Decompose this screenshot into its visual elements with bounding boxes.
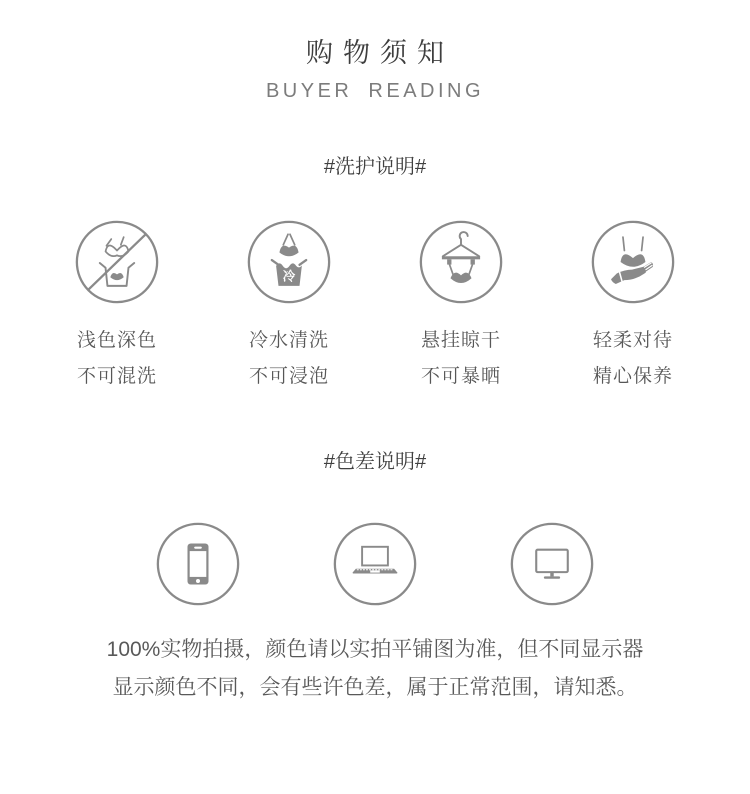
monitor-icon bbox=[509, 521, 595, 607]
caption-line: 精心保养 bbox=[592, 366, 673, 387]
wash-instructions-row bbox=[0, 219, 750, 395]
color-difference-note bbox=[0, 631, 750, 707]
wash-item-caption bbox=[593, 323, 673, 395]
phone-icon bbox=[155, 521, 241, 607]
caption-line: 悬挂晾干 bbox=[420, 330, 501, 351]
device-icons-row bbox=[0, 521, 750, 607]
cold-wash-icon bbox=[246, 219, 332, 305]
caption-line: 冷水清洗 bbox=[248, 330, 329, 351]
hang-dry-icon bbox=[418, 219, 504, 305]
wash-item-caption bbox=[77, 323, 157, 395]
wash-item-cold-wash bbox=[205, 219, 373, 395]
wash-section-heading: #洗护说明# bbox=[323, 156, 427, 178]
laptop-icon bbox=[332, 521, 418, 607]
wash-item-caption bbox=[249, 323, 329, 395]
gentle-care-icon bbox=[590, 219, 676, 305]
caption-line: 不可混洗 bbox=[76, 366, 157, 387]
no-mix-wash-icon bbox=[74, 219, 160, 305]
page-title: 购物须知 bbox=[306, 38, 454, 68]
caption-line: 不可暴晒 bbox=[420, 366, 501, 387]
wash-item-gentle-care bbox=[549, 219, 717, 395]
note-line: 显示颜色不同，会有些许色差，属于正常范围，请知悉。 bbox=[112, 676, 638, 699]
caption-line: 轻柔对待 bbox=[592, 330, 673, 351]
note-line: 100%实物拍摄，颜色请以实拍平铺图为准，但不同显示器 bbox=[106, 638, 644, 661]
color-section-heading: #色差说明# bbox=[323, 451, 427, 473]
page-subtitle: BUYER READING bbox=[265, 80, 485, 102]
cold-character: 冷 bbox=[282, 269, 296, 284]
wash-item-hang-dry bbox=[377, 219, 545, 395]
caption-line: 浅色深色 bbox=[76, 330, 157, 351]
wash-item-no-mix bbox=[33, 219, 201, 395]
wash-item-caption bbox=[421, 323, 501, 395]
caption-line: 不可浸泡 bbox=[248, 366, 329, 387]
